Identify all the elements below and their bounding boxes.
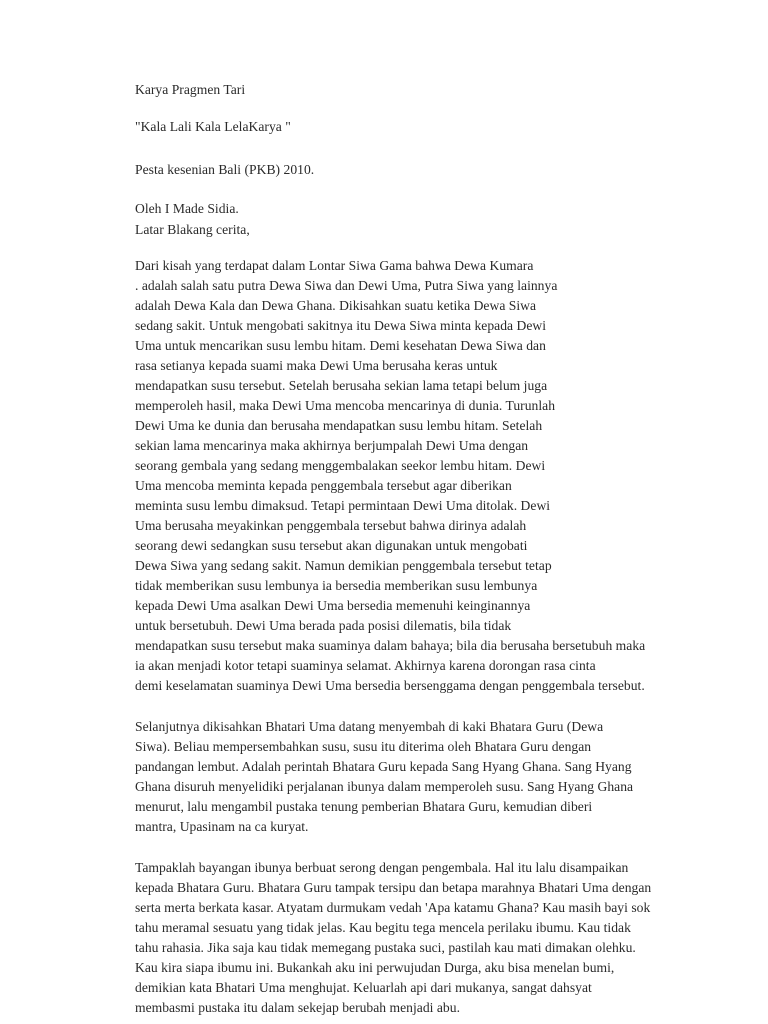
paragraph-line: Tampaklah bayangan ibunya berbuat serong dengan pengembala. Hal itu lalu disampaikan: [135, 860, 629, 875]
paragraph-line: mendapatkan susu tersebut maka suaminya dalam bahaya; bila dia berusaha bersetubuh maka: [135, 638, 646, 653]
work-title: "Kala Lali Kala LelaKarya ": [135, 119, 291, 134]
paragraph-line: tidak memberikan susu lembunya ia bersedia memberikan susu lembunya: [135, 578, 538, 593]
paragraph-line: Dari kisah yang terdapat dalam Lontar Siwa Gama bahwa Dewa Kumara: [135, 258, 534, 273]
paragraph-line: Dewi Uma ke dunia dan berusaha mendapatkan susu lembu hitam. Setelah: [135, 418, 543, 433]
paragraph-line: Selanjutnya dikisahkan Bhatari Uma datang menyembah di kaki Bhatara Guru (Dewa: [135, 719, 604, 734]
paragraph-line: mendapatkan susu tersebut. Setelah berusaha sekian lama tetapi belum juga: [135, 378, 548, 393]
document-title: Karya Pragmen Tari: [135, 82, 246, 97]
paragraph-line: Uma berusaha meyakinkan penggembala tersebut bahwa dirinya adalah: [135, 518, 527, 533]
paragraph-line: rasa setianya kepada suami maka Dewi Uma berusaha keras untuk: [135, 358, 498, 373]
paragraph-line: . adalah salah satu putra Dewa Siwa dan Dewi Uma, Putra Siwa yang lainnya: [135, 278, 558, 293]
paragraph-line: seorang gembala yang sedang menggembalakan seekor lembu hitam. Dewi: [135, 458, 546, 473]
paragraph-line: seorang dewi sedangkan susu tersebut akan digunakan untuk mengobati: [135, 538, 528, 553]
paragraph-line: Uma untuk mencarikan susu lembu hitam. Demi kesehatan Dewa Siwa dan: [135, 338, 546, 353]
paragraph-line: ia akan menjadi kotor tetapi suaminya selamat. Akhirnya karena dorongan rasa cinta: [135, 658, 596, 673]
paragraph-line: memperoleh hasil, maka Dewi Uma mencoba mencarinya di dunia. Turunlah: [135, 398, 556, 413]
paragraph-line: meminta susu lembu dimaksud. Tetapi permintaan Dewi Uma ditolak. Dewi: [135, 498, 551, 513]
paragraph-line: untuk bersetubuh. Dewi Uma berada pada posisi dilematis, bila tidak: [135, 618, 512, 633]
section-heading: Latar Blakang cerita,: [135, 222, 250, 237]
paragraph-line: membasmi pustaka itu dalam sekejap berubah menjadi abu.: [135, 1000, 460, 1015]
paragraph-line: adalah Dewa Kala dan Dewa Ghana. Dikisahkan suatu ketika Dewa Siwa: [135, 298, 537, 313]
paragraph-line: menurut, lalu mengambil pustaka tenung pemberian Bhatara Guru, kemudian diberi: [135, 799, 593, 814]
paragraph-line: pandangan lembut. Adalah perintah Bhatara Guru kepada Sang Hyang Ghana. Sang Hyang: [135, 759, 632, 774]
paragraph-line: demi keselamatan suaminya Dewi Uma bersedia bersenggama dengan penggembala tersebut.: [135, 678, 645, 693]
paragraph-line: sedang sakit. Untuk mengobati sakitnya itu Dewa Siwa minta kepada Dewi: [135, 318, 547, 333]
event-line: Pesta kesenian Bali (PKB) 2010.: [135, 162, 315, 177]
paragraph-line: serta merta berkata kasar. Atyatam durmukam vedah 'Apa katamu Ghana? Kau masih bayi sok: [135, 900, 651, 915]
paragraph-line: Uma mencoba meminta kepada penggembala tersebut agar diberikan: [135, 478, 512, 493]
paragraph-line: kepada Dewi Uma asalkan Dewi Uma bersedia memenuhi keinginannya: [135, 598, 531, 613]
paragraph-line: tahu meramal sesuatu yang tidak jelas. Kau begitu tega mencela perilaku ibumu. Kau tidak: [135, 920, 631, 935]
author-line: Oleh I Made Sidia.: [135, 201, 239, 216]
paragraph-line: Kau kira siapa ibumu ini. Bukankah aku ini perwujudan Durga, aku bisa menelan bumi,: [135, 960, 615, 975]
paragraph-line: demikian kata Bhatari Uma menghujat. Keluarlah api dari mukanya, sangat dahsyat: [135, 980, 592, 995]
paragraph-line: Dewa Siwa yang sedang sakit. Namun demikian penggembala tersebut tetap: [135, 558, 552, 573]
paragraph-line: mantra, Upasinam na ca kuryat.: [135, 819, 309, 834]
paragraph-line: kepada Bhatara Guru. Bhatara Guru tampak tersipu dan betapa marahnya Bhatari Uma dengan: [135, 880, 652, 895]
paragraph-line: Siwa). Beliau mempersembahkan susu, susu itu diterima oleh Bhatara Guru dengan: [135, 739, 592, 754]
paragraph-line: sekian lama mencarinya maka akhirnya berjumpalah Dewi Uma dengan: [135, 438, 529, 453]
paragraph-line: Ghana disuruh menyelidiki perjalanan ibunya dalam memperoleh susu. Sang Hyang Ghana: [135, 779, 634, 794]
paragraph-line: tahu rahasia. Jika saja kau tidak memegang pustaka suci, pastilah kau mati dimakan olehku.: [135, 940, 636, 955]
